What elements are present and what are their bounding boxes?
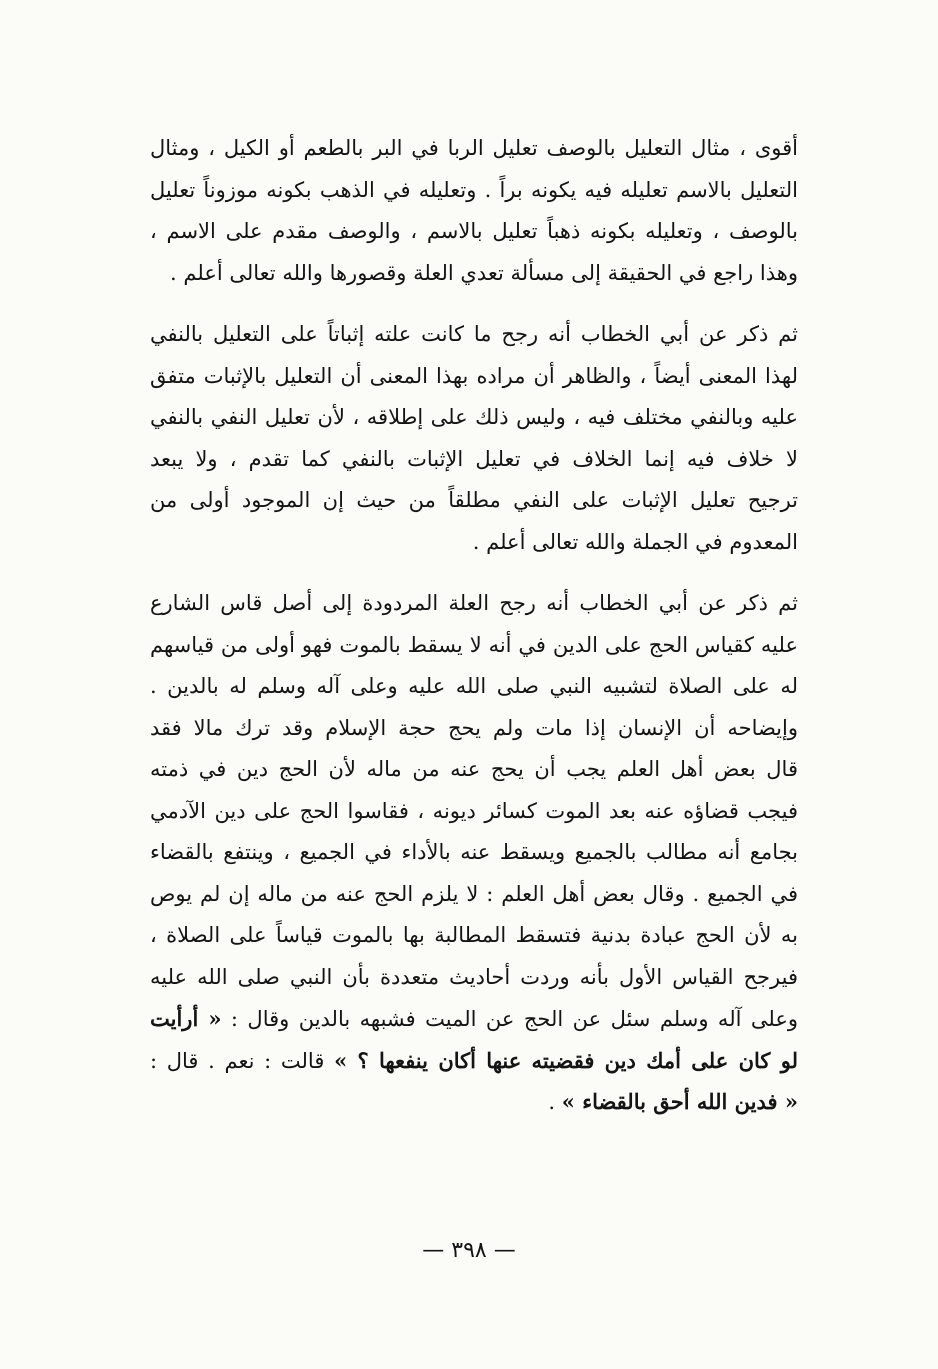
text-line [150, 998, 798, 1040]
text-segment: وعلى آله وسلم سئل عن الحج عن الميت فشبهه بالدين وقال : [230, 1007, 798, 1031]
text-line: أقوى ، مثال التعليل بالوصف تعليل الربا في البر بالطعم أو الكيل ، ومثال [150, 136, 798, 160]
text-segment: قالت : نعم . قال : [150, 1048, 325, 1073]
paragraph-1 [150, 128, 798, 294]
text-line: به لأن الحج عبادة بدنية فتسقط المطالبة بها بالموت قياساً على الصلاة ، [150, 923, 798, 947]
text-line: لا خلاف فيه إنما الخلاف في تعليل الإثبات بالنفي كما تقدم ، ولا يبعد [150, 446, 798, 471]
text-line [150, 1040, 798, 1082]
text-line: وهذا راجع في الحقيقة إلى مسألة تعدي العلة وقصورها والله تعالى أعلم . [170, 260, 798, 285]
hadith-quote-final: « فدين الله أحق بالقضاء » [561, 1089, 798, 1114]
text-line: بالوصف ، وتعليله بكونه ذهباً تعليل بالاسم ، والوصف مقدم على الاسم ، [150, 219, 798, 243]
paragraph-2 [150, 314, 798, 563]
text-line: في الجميع . وقال بعض أهل العلم : لا يلزم الحج عنه من ماله إن لم يوص [150, 881, 798, 906]
text-line: التعليل بالاسم تعليله فيه يكونه براً . وتعليله في الذهب بكونه موزوناً تعليل [150, 177, 798, 202]
hadith-quote-start: « أرأيت [150, 1006, 222, 1031]
text-line: ثم ذكر عن أبي الخطاب أنه رجح العلة المردودة إلى أصل قاس الشارع [150, 591, 798, 615]
paragraph-3 [150, 583, 798, 1123]
text-line: عليه وبالنفي مختلف فيه ، وليس ذلك على إطلاقه ، لأن تعليل النفي بالنفي [150, 405, 798, 429]
text-line: فيرجح القياس الأول بأنه وردت أحاديث متعددة بأن النبي صلى الله عليه [150, 964, 798, 989]
text-line: ثم ذكر عن أبي الخطاب أنه رجح ما كانت علته إثباتاً على التعليل بالنفي [150, 322, 798, 346]
text-line: قال بعض أهل العلم يجب أن يحج عنه من ماله لأن الحج دين في ذمته [150, 757, 798, 781]
text-line: عليه كقياس الحج على الدين في أنه لا يسقط بالموت فهو أولى من قياسهم [150, 632, 798, 657]
text-line [150, 1081, 798, 1123]
text-line: ترجيح تعليل الإثبات على النفي مطلقاً من حيث إن الموجود أولى من [150, 488, 798, 512]
text-line: وإيضاحه أن الإنسان إذا مات ولم يحج حجة الإسلام وقد ترك مالا فقد [150, 715, 798, 740]
page-number: — ٣٩٨ — [422, 1238, 516, 1263]
hadith-quote: لو كان على أمك دين فقضيته عنها أكان ينفعها ؟ » [334, 1047, 798, 1073]
page-body [150, 128, 798, 1123]
text-line: لهذا المعنى أيضاً ، والظاهر أن مراده بهذا المعنى أن التعليل بالإثبات متفق [150, 363, 798, 388]
text-segment: . [548, 1090, 556, 1114]
text-line: بجامع أنه مطالب بالجميع ويسقط عنه بالأداء في الجميع ، وينتفع بالقضاء [150, 840, 798, 864]
text-line: له على الصلاة لتشبيه النبي صلى الله عليه وعلى آله وسلم له بالدين . [150, 674, 798, 698]
text-line: فيجب قضاؤه عنه بعد الموت كسائر ديونه ، فقاسوا الحج على دين الآدمي [150, 798, 798, 823]
text-line: المعدوم في الجملة والله تعالى أعلم . [472, 529, 798, 554]
